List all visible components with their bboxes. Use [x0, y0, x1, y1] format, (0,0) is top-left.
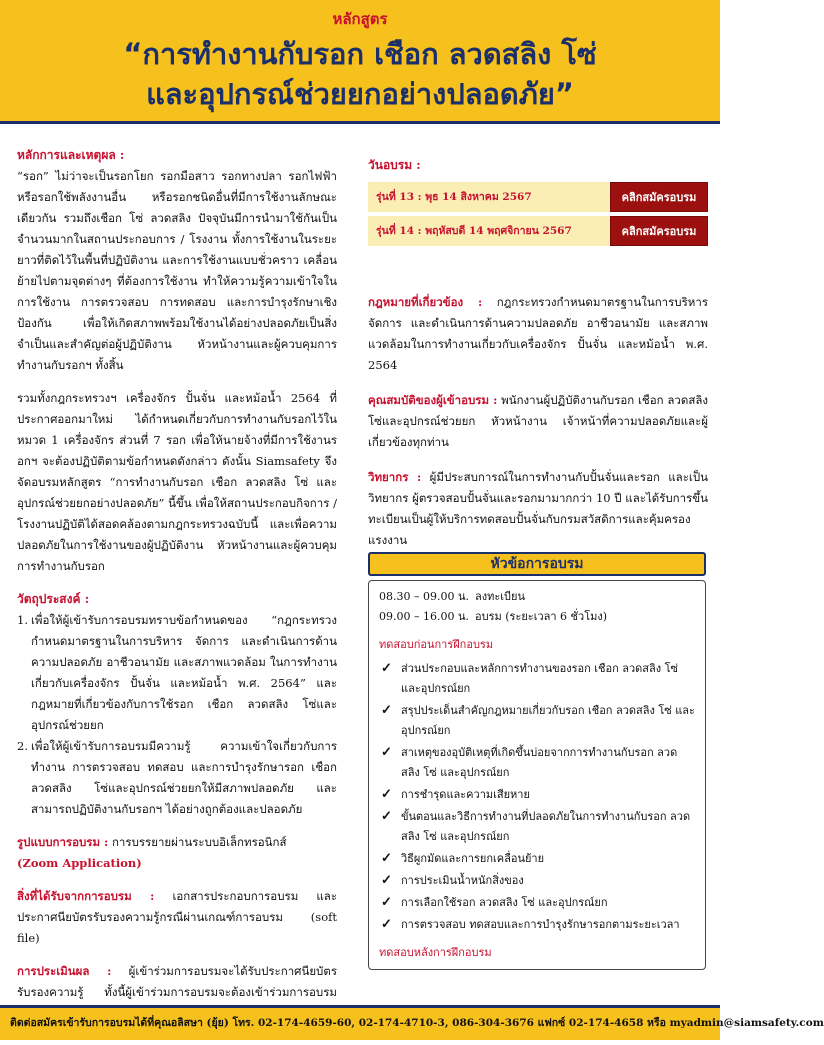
qualification-text: พนักงานผู้ปฏิบัติงานกับรอก เชือก ลวดสลิง โซ่และอุปกรณ์ช่วยยก หัวหน้างาน เจ้าหน้าที่ความปลอดภัยและผู้เกี่ยวข้องทุกท่าน: [368, 393, 709, 449]
objective-item: 2. เพื่อให้ผู้เข้ารับการอบรมมีความรู้ ความเข้าใจเกี่ยวกับการทำงาน การตรวจสอบ ทดสอบ และการบำรุงรักษารอก เชือก ลวดสลิง โซ่และอุปกรณ์ช่วยยกให้มีสภาพปลอดภัย และสามารถปฏิบัติงานกับรอกฯ ได้อย่างถูกต้องและปลอดภัย: [17, 739, 337, 816]
agenda-topic: ✓ ส่วนประกอบและหลักการทำงานของรอก เชือก ลวดสลิง โซ่ และอุปกรณ์ยก: [381, 661, 679, 695]
evaluation-title: การประเมินผล :: [17, 964, 112, 978]
format-text: การบรรยายผ่านระบบอิเล็กทรอนิกส์: [111, 835, 287, 849]
law-title: กฎหมายที่เกี่ยวข้อง :: [368, 295, 483, 309]
right-column: [368, 155, 708, 551]
agenda-time-row: [379, 587, 695, 607]
agenda-time: 08.30 – 09.00 น.: [379, 590, 469, 603]
agenda-topic-list: [379, 659, 695, 935]
register-button[interactable]: คลิกสมัครอบรม: [610, 182, 708, 212]
objectives-title: วัตถุประสงค์ :: [17, 592, 90, 606]
principles-paragraph-2: รวมทั้งกฎกระทรวงฯ เครื่องจักร ปั้นจั่น และหม้อน้ำ 2564 ที่ประกาศออกมาใหม่ ได้กำหนดเกี่ยวกับการทำงานกับรอกไว้ในหมวด 1 เครื่องจักร ส่วนที่ 7 รอก เพื่อให้นายจ้างที่มีการใช้งานรอกฯ จะต้องปฏิบัติตามข้อกำหนดดังกล่าว ดังนั้น Siamsafety จึงจัดอบรมหลักสูตร “การทำงานกับรอก เชือก ลวดสลิง โซ่ และอุปกรณ์ช่วยยกอย่างปลอดภัย” นี้ขึ้น เพื่อให้สถานประกอบกิจการ / โรงงานปฏิบัติได้สอดคล้องตามกฎกระทรวงฉบับนี้ และเพื่อความปลอดภัยในการใช้งานของผู้ปฏิบัติงาน หัวหน้างานและผู้ควบคุมการทำงานกับรอก: [17, 391, 337, 573]
objectives-list: [17, 610, 337, 820]
check-icon: ✓: [381, 703, 392, 718]
agenda-time-desc: อบรม (ระยะเวลา 6 ชั่วโมง): [475, 610, 608, 623]
course-kicker: หลักสูตร: [332, 10, 388, 28]
format-title: รูปแบบการอบรม :: [17, 835, 109, 849]
agenda-topic: ✓ สรุปประเด็นสำคัญกฎหมายเกี่ยวกับรอก เชือก ลวดสลิง โซ่ และอุปกรณ์ยก: [381, 703, 695, 737]
check-icon: ✓: [381, 661, 392, 676]
check-icon: ✓: [381, 745, 392, 760]
agenda-time-desc: ลงทะเบียน: [475, 590, 525, 603]
course-title: [0, 34, 720, 114]
agenda-time-row: [379, 607, 695, 627]
lecturer-text: ผู้มีประสบการณ์ในการทำงานกับปั้นจั่นและรอก และเป็นวิทยากร ผู้ตรวจสอบปั้นจั่นและรอกมามากกว่า 10 ปี และได้รับการขึ้นทะเบียนเป็นผู้ให้บริการทดสอบปั้นจั่นกับกรมสวัสดิการและคุ้มครองแรงงาน: [368, 470, 708, 547]
round-row: [368, 182, 708, 212]
posttest-label: ทดสอบหลังการฝึกอบรม: [379, 946, 492, 959]
round-label: รุ่นที่ 14 : พฤหัสบดี 14 พฤศจิกายน 2567: [376, 225, 572, 237]
check-icon: ✓: [381, 917, 392, 932]
pretest-label: ทดสอบก่อนการฝึกอบรม: [379, 638, 494, 651]
format-note: (Zoom Application): [17, 856, 142, 870]
objective-item: 1. เพื่อให้ผู้เข้ารับการอบรมทราบข้อกำหนดของ “กฎกระทรวงกำหนดมาตรฐานในการบริหาร จัดการ และดำเนินการด้านความปลอดภัย อาชีวอนามัย และสภาพแวดล้อม ในการทำงานเกี่ยวกับเครื่องจักร ปั้นจั่น และหม้อน้ำ พ.ศ. 2564” และกฎหมายที่เกี่ยวข้องกับการใช้รอก เชือก ลวดสลิง โซ่และอุปกรณ์ช่วยยก: [17, 613, 337, 732]
register-button[interactable]: คลิกสมัครอบรม: [610, 216, 708, 246]
schedule-rounds: [368, 182, 708, 246]
materials-title: สิ่งที่ได้รับจากการอบรม :: [17, 889, 155, 903]
objective-text: เพื่อให้ผู้เข้ารับการอบรมทราบข้อกำหนดของ “กฎกระทรวงกำหนดมาตรฐานในการบริหาร จัดการ และดำเนินการด้านความปลอดภัย อาชีวอนามัย และสภาพแวดล้อม ในการทำงานเกี่ยวกับเครื่องจักร ปั้นจั่น และหม้อน้ำ พ.ศ. 2564” และกฎหมายที่เกี่ยวข้องกับการใช้รอก เชือก ลวดสลิง โซ่และอุปกรณ์ช่วยยก: [31, 613, 337, 732]
schedule-title: วันอบรม :: [368, 158, 421, 172]
check-icon: ✓: [381, 895, 392, 910]
check-icon: ✓: [381, 851, 392, 866]
agenda-topic: ✓ การตรวจสอบ ทดสอบและการบำรุงรักษารอกตามระยะเวลา: [379, 915, 695, 935]
principles-paragraph-1: “รอก” ไม่ว่าจะเป็นรอกโยก รอกมือสาว รอกทางปลา รอกไฟฟ้าหรือรอกใช้พลังงานอื่น หรือรอกชนิดอื่นที่มีการใช้งานลักษณะเดียวกัน รวมถึงเชือก โซ่ ลวดสลิง ปัจจุบันมีการนำมาใช้กันเป็นจำนวนมากในสถานประกอบการ / โรงงาน ทั้งการใช้งานในระยะยาวที่ติดไว้ในพื้นที่ปฏิบัติงาน และการใช้งานแบบชั่วคราว เคลื่อนย้ายไปตามจุดต่างๆ ที่ต้องการใช้งาน ทำให้ความรู้ความเข้าใจในการใช้งาน การตรวจสอบ การทดสอบ และการบำรุงรักษาเชิงป้องกัน เพื่อให้เกิดสภาพพร้อมใช้งานได้อย่างปลอดภัยเป็นสิ่งจำเป็นและสำคัญต่อผู้ปฏิบัติงาน หัวหน้างานและผู้ควบคุมการทำงานกับรอกฯ ทั้งสิ้น: [17, 169, 337, 372]
course-title-line-1: “การทำงานกับรอก เชือก ลวดสลิง โซ่: [123, 37, 597, 71]
agenda-topic: ✓ วิธีผูกมัดและการยกเคลื่อนย้าย: [379, 849, 695, 869]
contact-footer: ติดต่อสมัครเข้ารับการอบรมได้ที่คุณอลิสษา (ยุ้ย) โทร. 02-174-4659-60, 02-174-4710-3, 086-304-3676 แฟกซ์ 02-174-4658 หรือ myadmin@siamsafety.com: [0, 1005, 720, 1040]
agenda-title: หัวข้อการอบรม: [368, 552, 706, 576]
round-row: [368, 216, 708, 246]
law-text: กฎกระทรวงกำหนดมาตรฐานในการบริหาร จัดการ และดำเนินการด้านความปลอดภัย อาชีวอนามัย และสภาพแวดล้อมในการทำงานเกี่ยวกับเครื่องจักร ปั้นจั่น และหม้อน้ำ พ.ศ. 2564: [368, 295, 708, 372]
objective-text: เพื่อให้ผู้เข้ารับการอบรมมีความรู้ ความเข้าใจเกี่ยวกับการทำงาน การตรวจสอบ ทดสอบ และการบำรุงรักษารอก เชือก ลวดสลิง โซ่และอุปกรณ์ช่วยยกให้มีสภาพปลอดภัย และสามารถปฏิบัติงานกับรอกฯ ได้อย่างถูกต้องและปลอดภัย: [31, 739, 337, 816]
format-block: [17, 832, 337, 874]
law-block: [368, 292, 708, 376]
principles-title: หลักการและเหตุผล :: [17, 148, 125, 162]
agenda-box: [368, 580, 706, 970]
evaluation-text: ผู้เข้าร่วมการอบรมจะได้รับประกาศนียบัตรรับรองความรู้ ทั้งนี้ผู้เข้าร่วมการอบรมจะต้องเข้าร่วมการอบรม: [17, 964, 337, 999]
check-icon: ✓: [381, 873, 392, 888]
materials-block: [17, 886, 337, 949]
lecturer-title: วิทยากร :: [368, 470, 422, 484]
lecturer-block: [368, 467, 708, 551]
course-title-line-2: และอุปกรณ์ช่วยยกอย่างปลอดภัย”: [146, 77, 574, 111]
course-header: [0, 0, 720, 124]
left-column: [17, 145, 337, 1045]
round-label: รุ่นที่ 13 : พุธ 14 สิงหาคม 2567: [376, 191, 532, 203]
agenda-topic: ✓ สาเหตุของอุบัติเหตุที่เกิดขึ้นบ่อยจากการทำงานกับรอก ลวดสลิง โซ่ และอุปกรณ์ยก: [381, 745, 678, 779]
agenda-time: 09.00 – 16.00 น.: [379, 610, 469, 623]
agenda-topic: ✓ ขั้นตอนและวิธีการทำงานที่ปลอดภัยในการทำงานกับรอก ลวดสลิง โซ่ และอุปกรณ์ยก: [381, 809, 691, 843]
check-icon: ✓: [381, 809, 392, 824]
check-icon: ✓: [381, 787, 392, 802]
qualification-title: คุณสมบัติของผู้เข้าอบรม :: [368, 393, 498, 407]
qualification-block: [368, 390, 708, 453]
materials-text: เอกสารประกอบการอบรม และประกาศนียบัตรรับรองความรู้กรณีผ่านเกณฑ์การอบรม (soft file): [17, 889, 337, 945]
agenda-topic: ✓ การชำรุดและความเสียหาย: [379, 785, 695, 805]
agenda-topic: ✓ การประเมินน้ำหนักสิ่งของ: [379, 871, 695, 891]
agenda-topic: ✓ การเลือกใช้รอก ลวดสลิง โซ่ และอุปกรณ์ยก: [379, 893, 695, 913]
